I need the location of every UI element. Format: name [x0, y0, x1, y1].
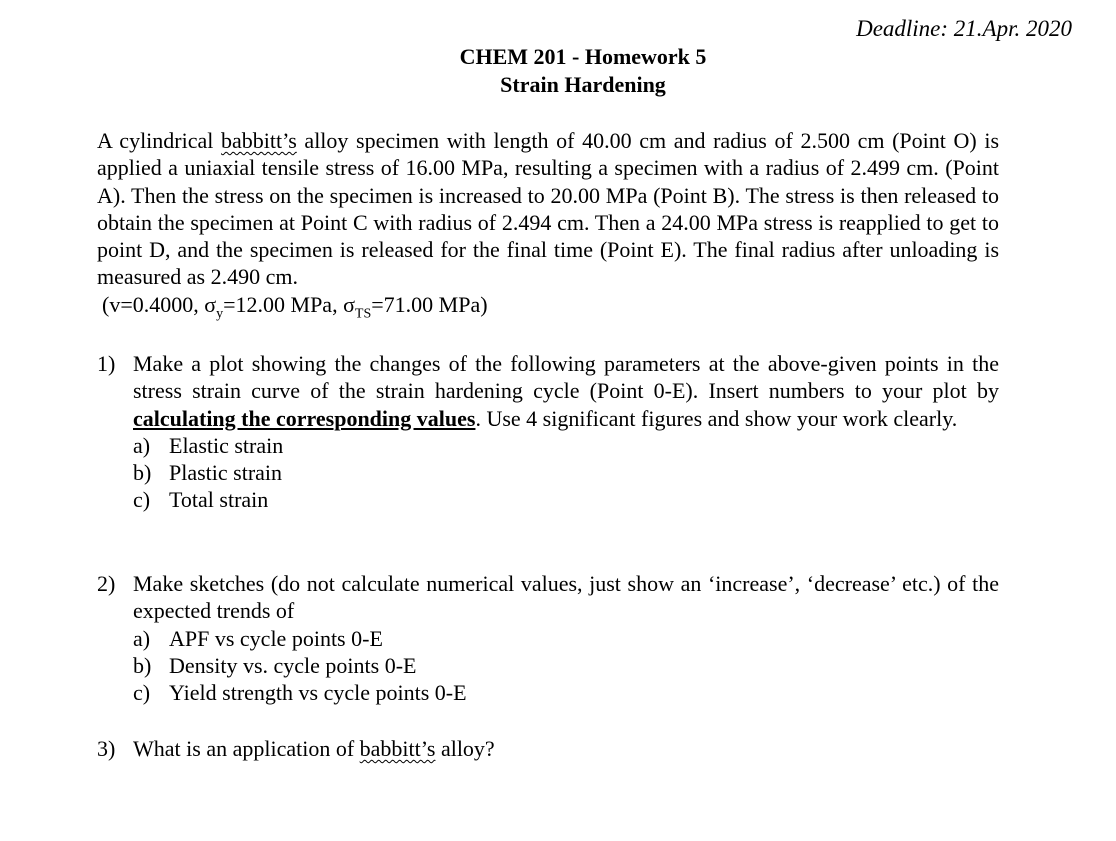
- params-ts-sub: TS: [354, 306, 372, 322]
- params-y-sub: y: [216, 306, 224, 322]
- item-letter: b): [133, 652, 152, 678]
- item-letter: a): [133, 625, 151, 651]
- question-2-number: 2): [97, 571, 116, 596]
- item-text: Total strain: [169, 487, 269, 513]
- list-item: [133, 679, 999, 706]
- item-text: Plastic strain: [169, 460, 283, 486]
- problem-text-1: A cylindrical: [97, 128, 222, 153]
- babbitt-word: babbitt’s: [359, 736, 436, 761]
- babbitt-word: babbitt’s: [221, 128, 297, 153]
- question-1: [97, 350, 999, 514]
- item-letter: a): [133, 432, 151, 458]
- question-1-text: [133, 350, 999, 432]
- q1-text-bold: calculating the corresponding values: [133, 405, 476, 431]
- problem-text-2: alloy specimen with length of 40.00 cm and radius of 2.500 cm (Point O) is applied a uniaxial tensile stress of 16.00 MPa, resulting a specimen with a radius of 2.499 cm. (Point A). Then the stress on the specimen is increased to 20.00 MPa (Point B). The stress is then released to obtain the specimen at Point C with radius of 2.494 cm. Then a 24.00 MPa stress is reapplied to get to point D, and the specimen is released for the final time (Point E). The final radius after unloading is measured as 2.490 cm.: [97, 128, 1000, 290]
- question-3: [97, 735, 999, 762]
- title-block: [0, 43, 1116, 99]
- params-open: (v=0.4000, σ: [102, 292, 217, 317]
- params-mid: =12.00 MPa, σ: [223, 292, 355, 317]
- problem-statement: [97, 127, 999, 291]
- params-close: =71.00 MPa): [371, 292, 488, 317]
- list-item: [133, 625, 999, 652]
- question-2-text: Make sketches (do not calculate numerical values, just show an ‘increase’, ‘decrease’ etc.) of the expected trends of: [133, 571, 999, 624]
- topic-title: Strain Hardening: [500, 72, 666, 97]
- given-parameters: [102, 292, 488, 322]
- item-text: APF vs cycle points 0-E: [169, 625, 383, 651]
- q1-text-a: Make a plot showing the changes of the following parameters at the above-given points in the stress strain curve of the strain hardening cycle (Point 0-E). Insert numbers to your plot by: [133, 351, 999, 404]
- item-letter: c): [133, 680, 151, 706]
- question-1-number: 1): [97, 351, 116, 376]
- question-3-number: 3): [97, 736, 116, 761]
- item-letter: c): [133, 487, 151, 513]
- item-text: Density vs. cycle points 0-E: [169, 652, 417, 678]
- list-item: [133, 652, 999, 679]
- q3-text-b: alloy?: [435, 736, 495, 761]
- list-item: [133, 459, 999, 486]
- item-text: Elastic strain: [169, 432, 284, 458]
- q3-text-a: What is an application of: [133, 736, 360, 761]
- course-title: CHEM 201 - Homework 5: [459, 44, 707, 69]
- list-item: [133, 486, 999, 513]
- question-2: [97, 570, 999, 706]
- list-item: [133, 432, 999, 459]
- deadline: Deadline: 21.Apr. 2020: [856, 16, 1072, 41]
- question-3-text: [133, 735, 999, 762]
- item-text: Yield strength vs cycle points 0-E: [169, 680, 467, 706]
- q1-text-b: . Use 4 significant figures and show your work clearly.: [475, 405, 958, 431]
- item-letter: b): [133, 460, 152, 486]
